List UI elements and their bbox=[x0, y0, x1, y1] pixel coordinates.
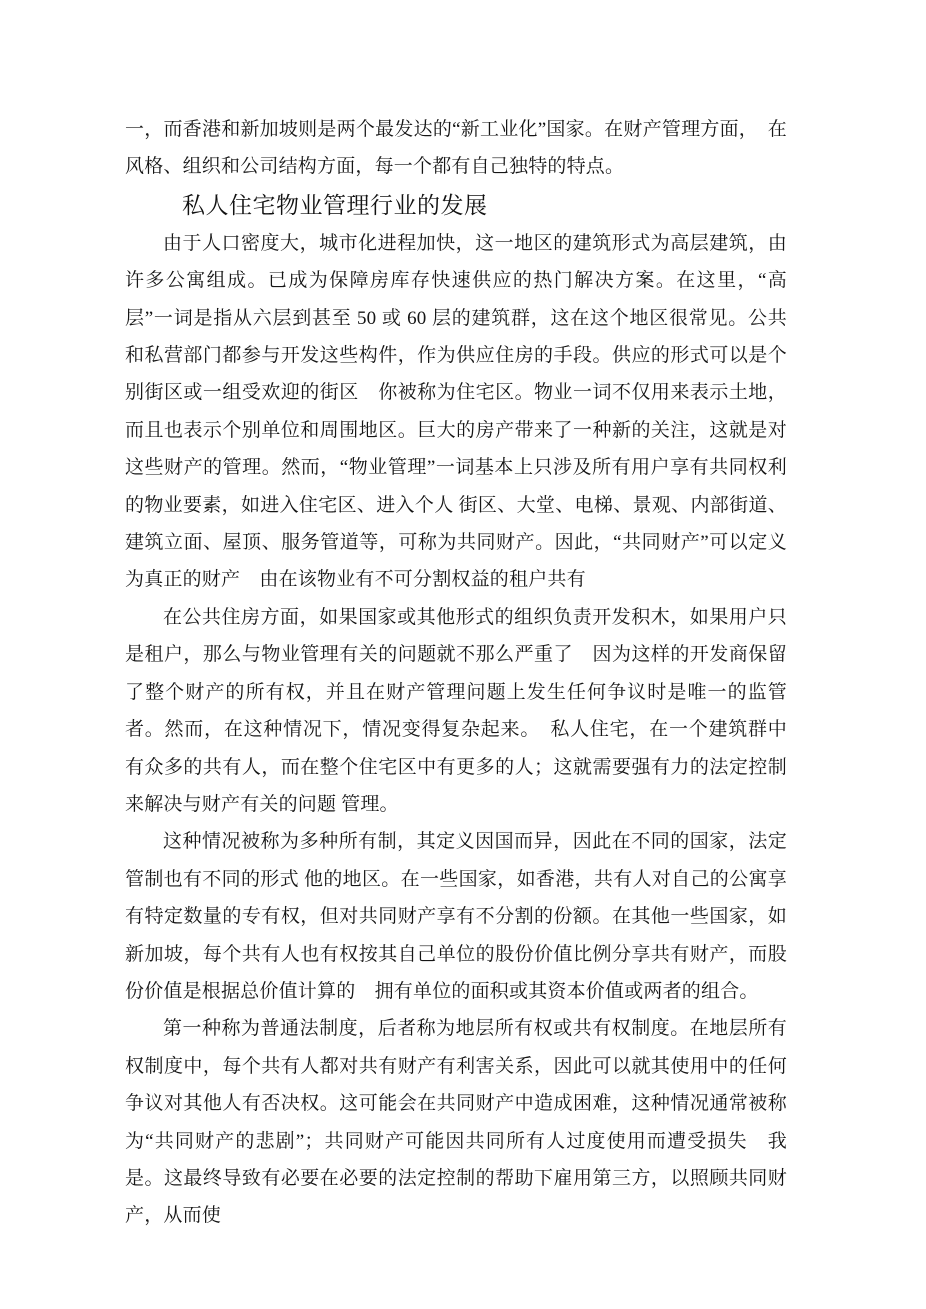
paragraph-strata-title: 第一种称为普通法制度，后者称为地层所有权或共有权制度。在地层所有权制度中，每个共有人都对共有财产有利害关系，因此可以就其使用中的任何争议对其他人有否决权。这可能会在共同财产中造成困难，这种情况通常被称为“共同财产的悲剧”；共同财产可能因共同所有人过度使用而遭受损失 我是。这最终导致有必要在必要的法定控制的帮助下雇用第三方，以照顾共同财产，从而使 bbox=[125, 1018, 787, 1227]
section-heading: 私人住宅物业管理行业的发展 bbox=[182, 192, 488, 218]
paragraph-multiple-ownership: 这种情况被称为多种所有制，其定义因国而异，因此在不同的国家，法定管制也有不同的形式 他的地区。在一些国家，如香港，共有人对自己的公寓享有特定数量的专有权，但对共同财产享有不分割的份额。在其他一些国家，如新加坡，每个共有人也有权按其自己单位的股份价值比例分享共有财产，而股份价值是根据总价值计算的 拥有单位的面积或其资本价值或两者的组合。 bbox=[125, 831, 787, 1002]
paragraph-public-housing: 在公共住房方面，如果国家或其他形式的组织负责开发积木，如果用户只是租户，那么与物业管理有关的问题就不那么严重了 因为这样的开发商保留了整个财产的所有权，并且在财产管理问题上发生任何争议时是唯一的监管者。然而，在这种情况下，情况变得复杂起来。 私人住宅，在一个建筑群中有众多的共有人，而在整个住宅区中有更多的人；这就需要强有力的法定控制来解决与财产有关的问题 管理。 bbox=[125, 606, 787, 815]
paragraph-housing-development: 由于人口密度大，城市化进程加快，这一地区的建筑形式为高层建筑，由许多公寓组成。已成为保障房库存快速供应的热门解决方案。在这里，“高层”一词是指从六层到甚至 50 或 60 层的建筑群，这在这个地区很常见。公共和私营部门都参与开发这些构件，作为供应住房的手段。供应的形式可以是个别街区或一组受欢迎的街区 你被称为住宅区。物业一词不仅用来表示土地，而且也表示个别单位和周围地区。巨大的房产带来了一种新的关注，这就是对这些财产的管理。然而，“物业管理”一词基本上只涉及所有用户享有共同权利的物业要素，如进入住宅区、进入个人 街区、大堂、电梯、景观、内部街道、建筑立面、屋顶、服务管道等，可称为共同财产。因此，“共同财产”可以定义为真正的财产 由在该物业有不可分割权益的租户共有 bbox=[125, 232, 787, 591]
intro-paragraph: 一，而香港和新加坡则是两个最发达的“新工业化”国家。在财产管理方面， 在风格、组织和公司结构方面，每一个都有自己独特的特点。 bbox=[125, 119, 787, 178]
document-body bbox=[125, 111, 787, 1235]
